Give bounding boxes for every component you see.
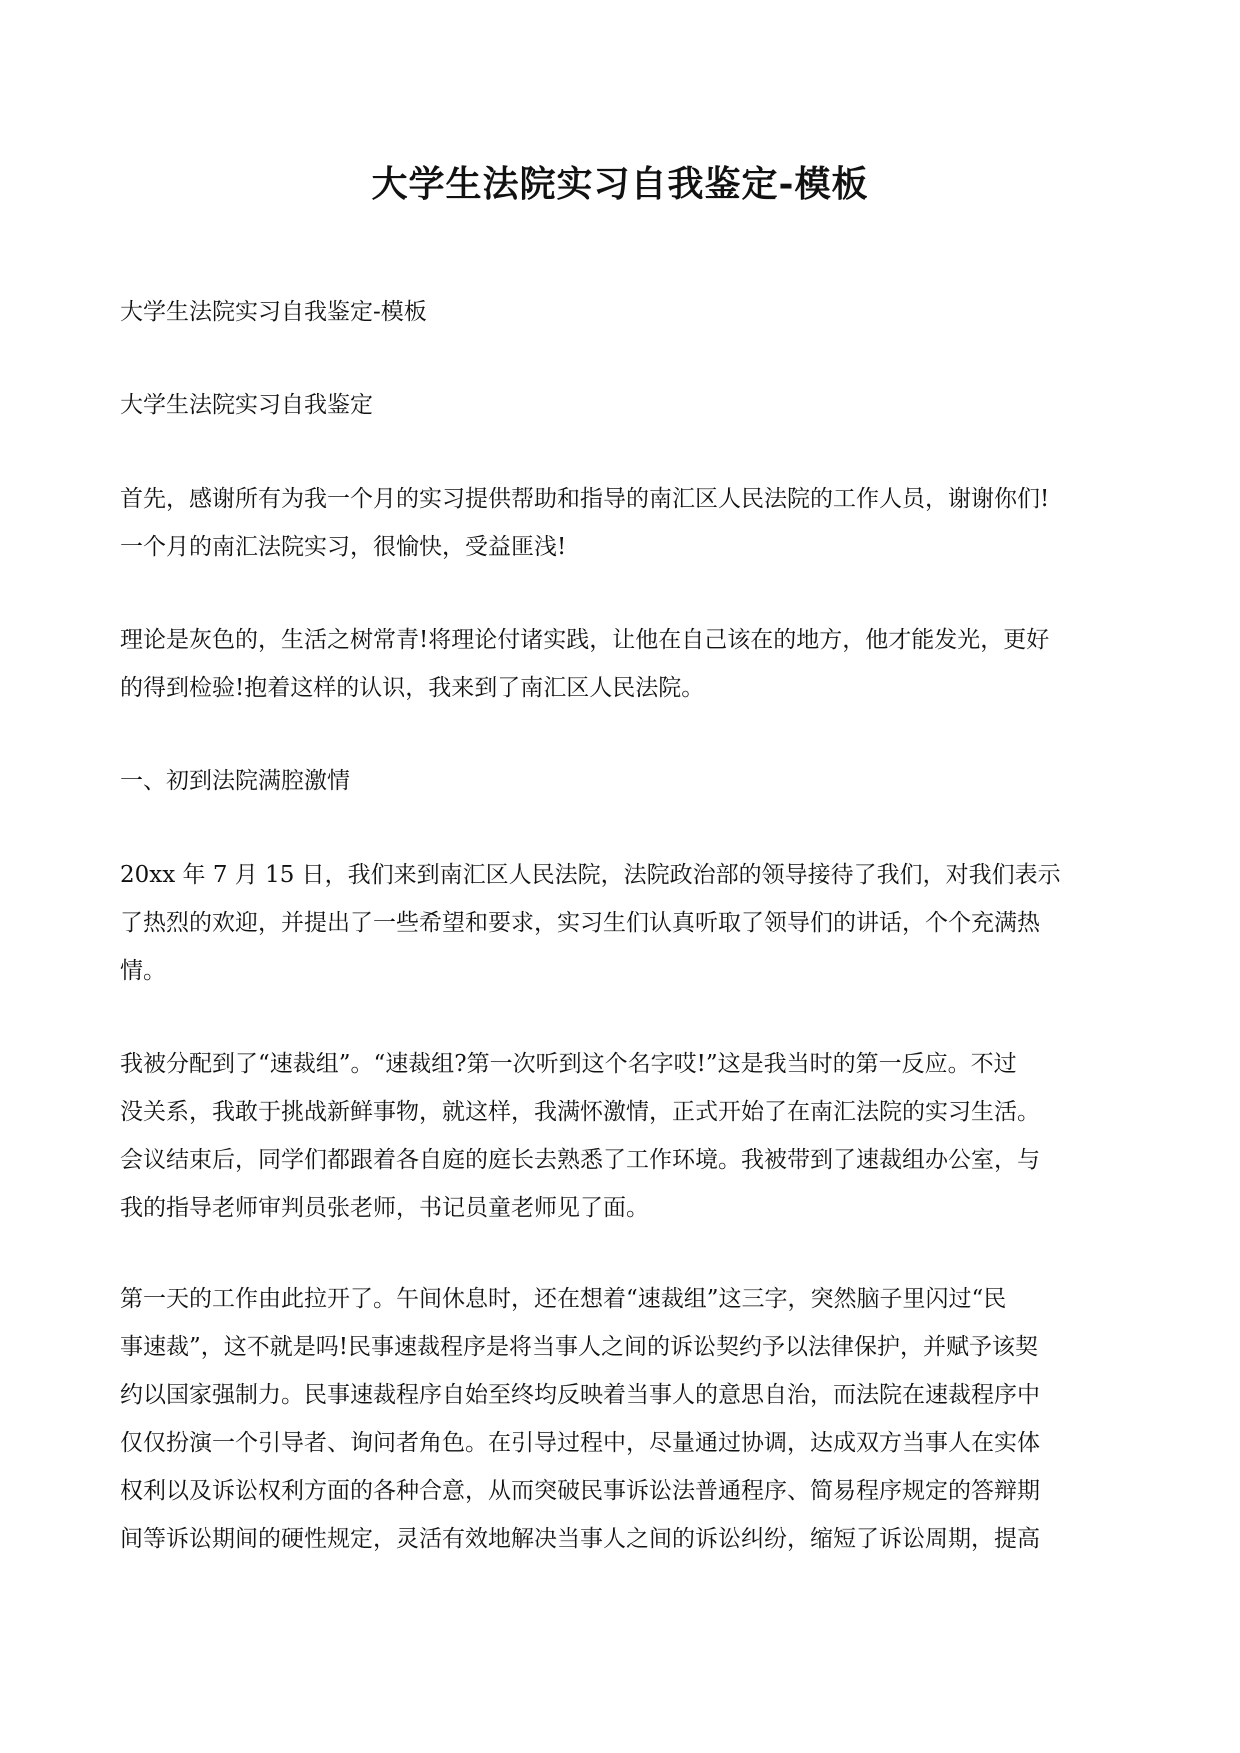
paragraph-thanks: 首先，感谢所有为我一个月的实习提供帮助和指导的南汇区人民法院的工作人员，谢谢你们! 一个月的南汇法院实习，很愉快，受益匪浅!: [120, 486, 1050, 560]
paragraph-arrival: 20xx 年 7 月 15 日，我们来到南汇区人民法院，法院政治部的领导接待了我们，对我们表示 了热烈的欢迎，并提出了一些希望和要求，实习生们认真听取了领导们的讲话，个个充满热 情。: [120, 862, 1061, 984]
paragraph-assignment: 我被分配到了“速裁组”。“速裁组?第一次听到这个名字哎!”这是我当时的第一反应。不过 没关系，我敢于挑战新鲜事物，就这样，我满怀激情，正式开始了在南汇法院的实习生活。 会议结束后，同学们都跟着各自庭的庭长去熟悉了工作环境。我被带到了速裁组办公室，与 我的指导老师审判员张老师，书记员童老师见了面。: [120, 1051, 1040, 1221]
paragraph-first-day: 第一天的工作由此拉开了。午间休息时，还在想着“速裁组”这三字，突然脑子里闪过“民 事速裁”，这不就是吗!民事速裁程序是将当事人之间的诉讼契约予以法律保护，并赋予该契 约以国家强制力。民事速裁程序自始至终均反映着当事人的意思自治，而法院在速裁程序中 仅仅扮演一个引导者、询问者角色。在引导过程中，尽量通过协调，达成双方当事人在实体 权利以及诉讼权利方面的各种合意，从而突破民事诉讼法普通程序、简易程序规定的答辩期 间等诉讼期间的硬性规定，灵活有效地解决当事人之间的诉讼纠纷，缩短了诉讼周期，提高: [120, 1286, 1040, 1552]
paragraph-heading: 大学生法院实习自我鉴定: [120, 392, 373, 418]
paragraph-theory: 理论是灰色的，生活之树常青!将理论付诸实践，让他在自己该在的地方，他才能发光，更好 的得到检验!抱着这样的认识，我来到了南汇区人民法院。: [120, 627, 1050, 701]
paragraph-subtitle: 大学生法院实习自我鉴定-模板: [120, 299, 427, 325]
document-title: 大学生法院实习自我鉴定-模板: [371, 163, 869, 205]
section-heading-1: 一、初到法院满腔激情: [120, 768, 350, 794]
